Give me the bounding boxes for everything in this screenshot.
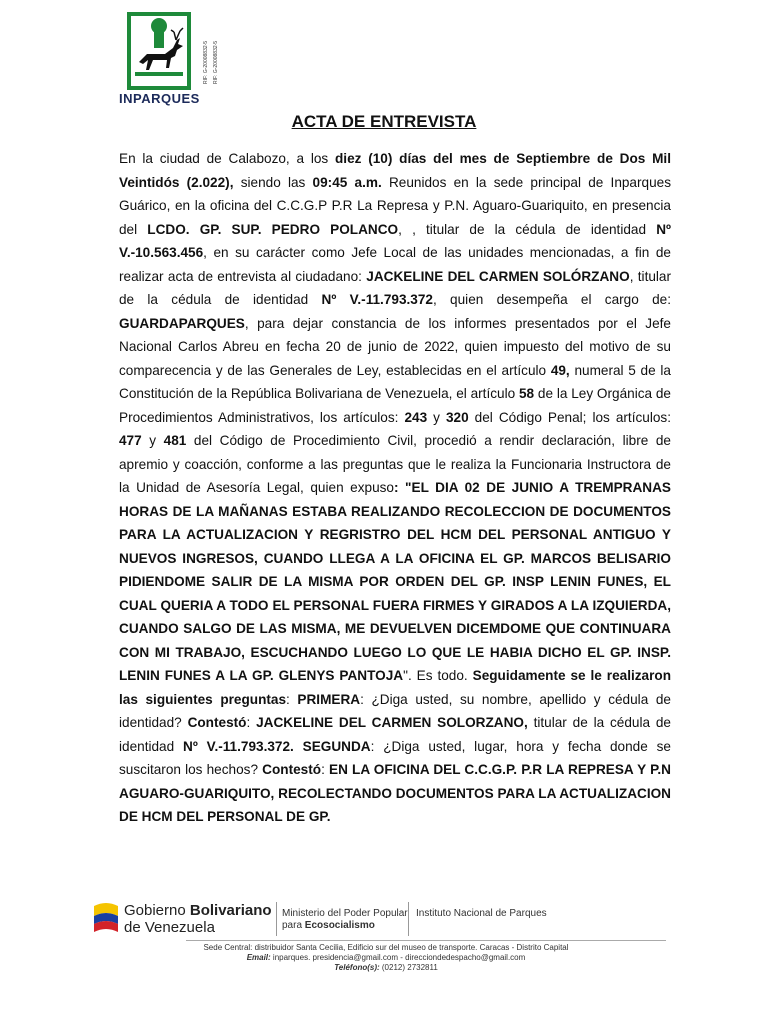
- institute-name: Instituto Nacional de Parques: [416, 908, 547, 919]
- headquarters-address: Sede Central: distribuidor Santa Cecilia, Edificio sur del museo de transporte. Caracas - Distrito Capital: [203, 943, 569, 952]
- venezuela-flag-icon: [94, 902, 118, 936]
- contact-phone: Teléfono(s): (0212) 2732811: [334, 963, 438, 972]
- government-country: de Venezuela: [124, 919, 215, 936]
- letterhead-footer: [86, 890, 686, 970]
- testimony-quote: : "EL DIA 02 DE JUNIO A TREMPRANAS HORAS DE LA MAÑANAS ESTABA REALIZANDO RECOLECCION DE DOCUMENTOS PARA LA ACTUALIZACION Y REGRISTRO DEL HCM DEL PERSONAL ANTIGUO Y NUEVOS INGRESOS, CUANDO LLEGA A LA OFICINA EL GP. MARCOS BELISARIO PIDIENDOME SALIR DE LA MISMA POR ORDEN DEL GP. INSP LENIN FUNES, EL CUAL QUERIA A TODO EL PERSONAL FUERA FIRMES Y GIRADOS A LA IZQUIERDA, CUANDO SALGO DE LAS MISMA, ME DEVUELVEN DICEMDOME QUE CONTINUARA CON MI TRABAJO, ESCUCHANDO LUEGO LO QUE LE HABIA DICHO EL GP. INSP. LENIN FUNES A LA GP. GLENYS PANTOJA: [119, 480, 671, 683]
- footer-rule: [186, 940, 666, 941]
- logo-registration: [199, 16, 223, 86]
- deer-emblem-icon: [127, 12, 191, 90]
- divider: [408, 902, 409, 936]
- registration-text: RIF: G-20008832-5: [203, 40, 209, 84]
- divider: [276, 902, 277, 936]
- government-name: Gobierno Bolivariano: [124, 902, 272, 919]
- document-body: En la ciudad de Calabozo, a los diez (10) días del mes de Septiembre de Dos Mil Veintidós (2.022), siendo las 09:45 a.m. Reunidos en la sede principal de Inparques Guárico, en la oficina del C.C.G.P P.R La Represa y P.N. Aguaro-Guariquito, en presencia del LCDO. GP. SUP. PEDRO POLANCO, , titular de la cédula de identidad Nº V.-10.563.456, en su carácter como Jefe Local de las unidades mencionadas, a fin de realizar acta de entrevista al ciudadano: JACKELINE DEL CARMEN SOLÓRZANO, titular de la cédula de identidad Nº V.-11.793.372, quien desempeña el cargo de: GUARDAPARQUES, para dejar constancia de los informes presentados por el Jefe Nacional Carlos Abreu en fecha 20 de junio de 2022, quien impuesto del motivo de su comparecencia y de las Generales de Ley, establecidas en el artículo 49, numeral 5 de la Constitución de la República Bolivariana de Venezuela, el artículo 58 de la Ley Orgánica de Procedimientos Administrativos, los artículos: 243 y 320 del Código Penal; los artículos: 477 y 481 del Código de Procedimiento Civil, procedió a rendir declaración, libre de apremio y coacción, conforme a las preguntas que le realiza la Funcionaria Instructora de la Unidad de Asesoría Legal, quien expuso: "EL DIA 02 DE JUNIO A TREMPRANAS HORAS DE LA MAÑANAS ESTABA REALIZANDO RECOLECCION DE DOCUMENTOS PARA LA ACTUALIZACION Y REGRISTRO DEL HCM DEL PERSONAL ANTIGUO Y NUEVOS INGRESOS, CUANDO LLEGA A LA OFICINA EL GP. MARCOS BELISARIO PIDIENDOME SALIR DE LA MISMA POR ORDEN DEL GP. INSP LENIN FUNES, EL CUAL QUERIA A TODO EL PERSONAL FUERA FIRMES Y GIRADOS A LA IZQUIERDA, CUANDO SALGO DE LAS MISMA, ME DEVUELVEN DICEMDOME QUE CONTINUARA CON MI TRABAJO, ESCUCHANDO LUEGO LO QUE LE HABIA DICHO EL GP. INSP. LENIN FUNES A LA GP. GLENYS PANTOJA". Es todo. Seguidamente se le realizaron las siguientes preguntas: PRIMERA: ¿Diga usted, su nombre, apellido y cédula de identidad? Contestó: JACKELINE DEL CARMEN SOLORZANO, titular de la cédula de identidad Nº V.-11.793.372. SEGUNDA: ¿Diga usted, lugar, hora y fecha donde se suscitaron los hechos? Contestó: EN LA OFICINA DEL C.C.G.P. P.R LA REPRESA Y P.N AGUARO-GUARIQUITO, RECOLECTANDO DOCUMENTOS PARA LA ACTUALIZACION DE HCM DEL PERSONAL DE GP.: [119, 151, 672, 824]
- logo-name: INPARQUES: [119, 91, 200, 106]
- ministry-name: Ministerio del Poder Popular para Ecosocialismo: [282, 908, 408, 931]
- inparques-logo: [113, 8, 231, 108]
- contact-email: Email: inparques. presidencia@gmail.com - direcciondedespacho@gmail.com: [246, 953, 526, 962]
- registration-text-2: RIF: G-20008832-5: [213, 40, 219, 84]
- document-title: ACTA DE ENTREVISTA: [291, 112, 477, 131]
